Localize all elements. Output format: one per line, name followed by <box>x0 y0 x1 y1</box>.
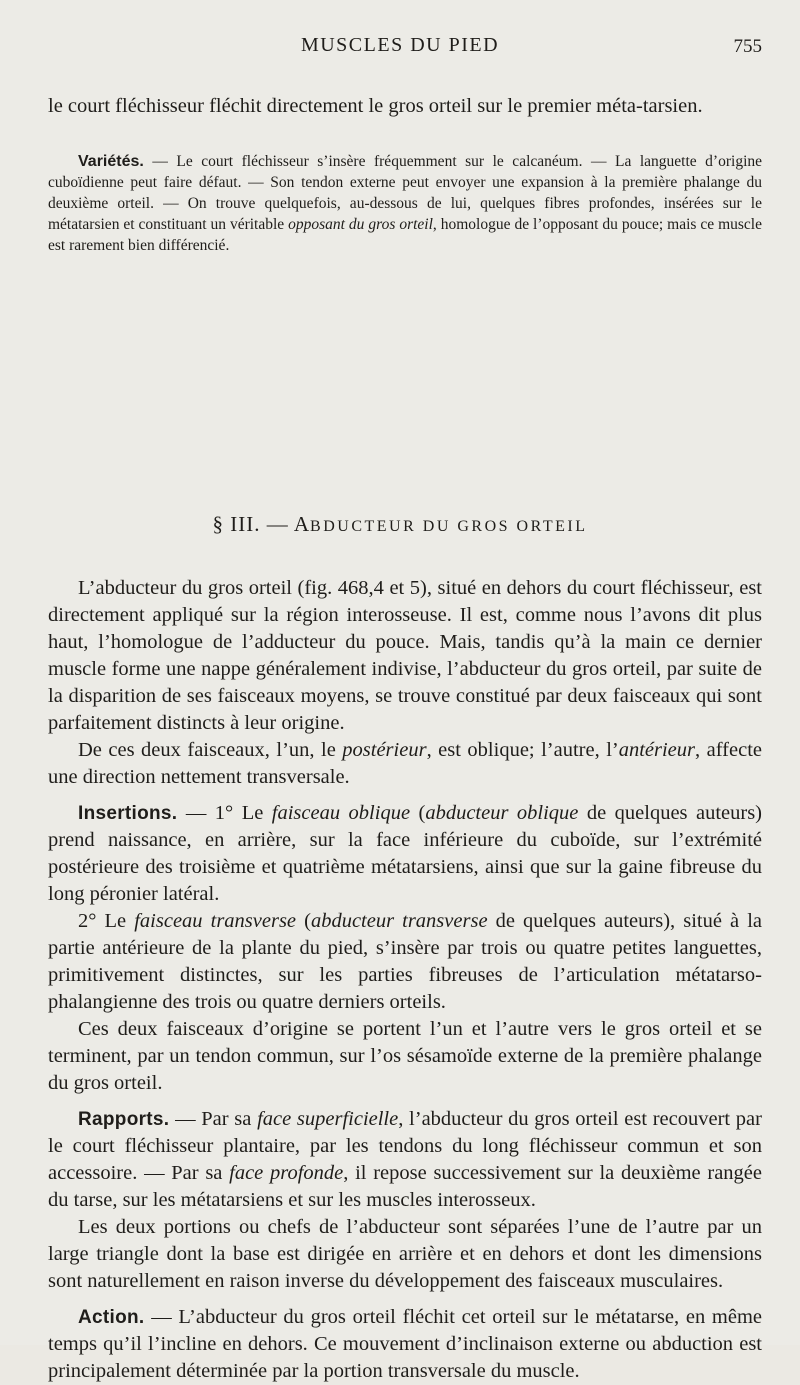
section-number: § III. <box>212 512 261 536</box>
varietes-heading: Variétés. <box>78 153 144 170</box>
transverse-text-1: 2° Le <box>78 910 135 932</box>
insertions-italic-1: faisceau oblique <box>271 802 411 824</box>
rapports-italic-1: face superficielle <box>257 1108 399 1130</box>
section-title-rest: BDUCTEUR DU GROS ORTEIL <box>310 518 588 535</box>
intro-paragraph <box>48 93 762 120</box>
insertions-text-1: — 1° Le <box>177 802 272 824</box>
rapports-text-1: — Par sa <box>169 1108 258 1130</box>
section-heading <box>0 512 800 537</box>
varietes-text <box>48 151 762 256</box>
transverse-italic-2: abducteur transverse <box>310 910 488 932</box>
intro-text: le court fléchisseur fléchit directement le gros orteil sur le premier méta-tarsien. <box>48 95 703 117</box>
faisceaux-italic-1: postérieur <box>342 739 427 761</box>
rapports-paragraph <box>48 1106 762 1214</box>
section-dash: — <box>260 512 294 536</box>
rapports-heading: Rapports. <box>78 1109 170 1130</box>
insertions-transverse-paragraph <box>48 908 762 1016</box>
rapports-triangle-paragraph: Les deux portions ou chefs de l’abducteur sont séparées l’une de l’autre par un large triangle dont la base est dirigée en arrière et en dehors et dont les dimensions sont naturellement en raison inverse du développement des faisceaux musculaires. <box>48 1216 762 1292</box>
rapports-italic-2: face profonde <box>229 1162 344 1184</box>
faisceaux-text-3: , affecte une direction nettement transversale. <box>48 739 762 788</box>
transverse-text-3: de quelques auteurs), situé à la partie antérieure de la plante du pied, s’insère par trois ou quatre petites languettes, primitivement distinctes, sur les parties fibreuses de l’articulation métatarso-phalangienne des trois ou quatre derniers orteils. <box>48 910 762 1013</box>
abducteur-intro-paragraph: L’abducteur du gros orteil (fig. 468,4 et 5), situé en dehors du court fléchisseur, est directement appliqué sur la région interosseuse. Il est, comme nous l’avons dit plus haut, l’homologue de l’adducteur du pouce. Mais, tandis qu’à la main ce dernier muscle forme une nappe généralement indivise, l’abducteur du gros orteil, par suite de la disparition de ses faisceaux moyens, se trouve constitué par deux faisceaux qui sont parfaitement distincts à leur origine. <box>48 577 762 734</box>
varietes-text-2: , homologue de l’opposant du pouce; mais ce muscle est rarement bien différencié. <box>48 216 762 254</box>
faisceaux-text-1: De ces deux faisceaux, l’un, le <box>78 739 343 761</box>
insertions-text-3: de quelques auteurs) prend naissance, en arrière, sur la face inférieure du cuboïde, sur l’extrémité postérieure des troisième et quatrième métatarsiens, ainsi que sur la gaine fibreuse du long péronier latéral. <box>48 802 763 905</box>
running-title: MUSCLES DU PIED <box>300 34 500 56</box>
faisceaux-text-2: , est oblique; l’autre, l’ <box>426 739 619 761</box>
insertions-heading: Insertions. <box>78 803 178 824</box>
transverse-italic-1: faisceau transverse <box>134 910 297 932</box>
varietes-paragraph <box>48 151 762 256</box>
page-number: 755 <box>733 36 762 57</box>
action-heading: Action. <box>78 1307 145 1328</box>
faisceaux-paragraph <box>48 737 762 791</box>
main-text <box>48 575 762 1385</box>
rapports-text-2: , l’abducteur du gros orteil est recouvert par le court fléchisseur plantaire, par les tendons du long fléchisseur commun et son accessoire. — Par sa <box>48 1108 762 1184</box>
action-text: — L’abducteur du gros orteil fléchit cet orteil sur le métatarse, en même temps qu’il l’incline en dehors. Ce mouvement d’inclinaison externe ou abduction est principalement déterminée par la portion transversale du muscle. <box>48 1306 762 1382</box>
insertions-italic-2: abducteur oblique <box>425 802 579 824</box>
varietes-italic-1: opposant du gros orteil <box>288 216 433 233</box>
insertions-paragraph <box>48 800 762 908</box>
section-title-initial: A <box>293 512 311 536</box>
running-head <box>0 34 800 64</box>
faisceaux-italic-2: antérieur <box>618 739 696 761</box>
insertions-terminaison-paragraph: Ces deux faisceaux d’origine se portent l’un et l’autre vers le gros orteil et se terminent, par un tendon commun, sur l’os sésamoïde externe de la première phalange du gros orteil. <box>48 1018 762 1094</box>
insertions-text-2: ( <box>410 802 426 824</box>
rapports-text-3: , il repose successivement sur la deuxième rangée du tarse, sur les métatarsiens et sur les muscles interosseux. <box>48 1162 762 1211</box>
varietes-text-1: — Le court fléchisseur s’insère fréquemment sur le calcanéum. — La languette d’origine cuboïdienne peut faire défaut. — Son tendon externe peut envoyer une expansion à la première phalange du deuxième orteil. — On trouve quelquefois, au-dessous de lui, quelques fibres profondes, insérées sur le métatarsien et constituant un véritable <box>48 153 762 233</box>
transverse-text-2: ( <box>296 910 311 932</box>
